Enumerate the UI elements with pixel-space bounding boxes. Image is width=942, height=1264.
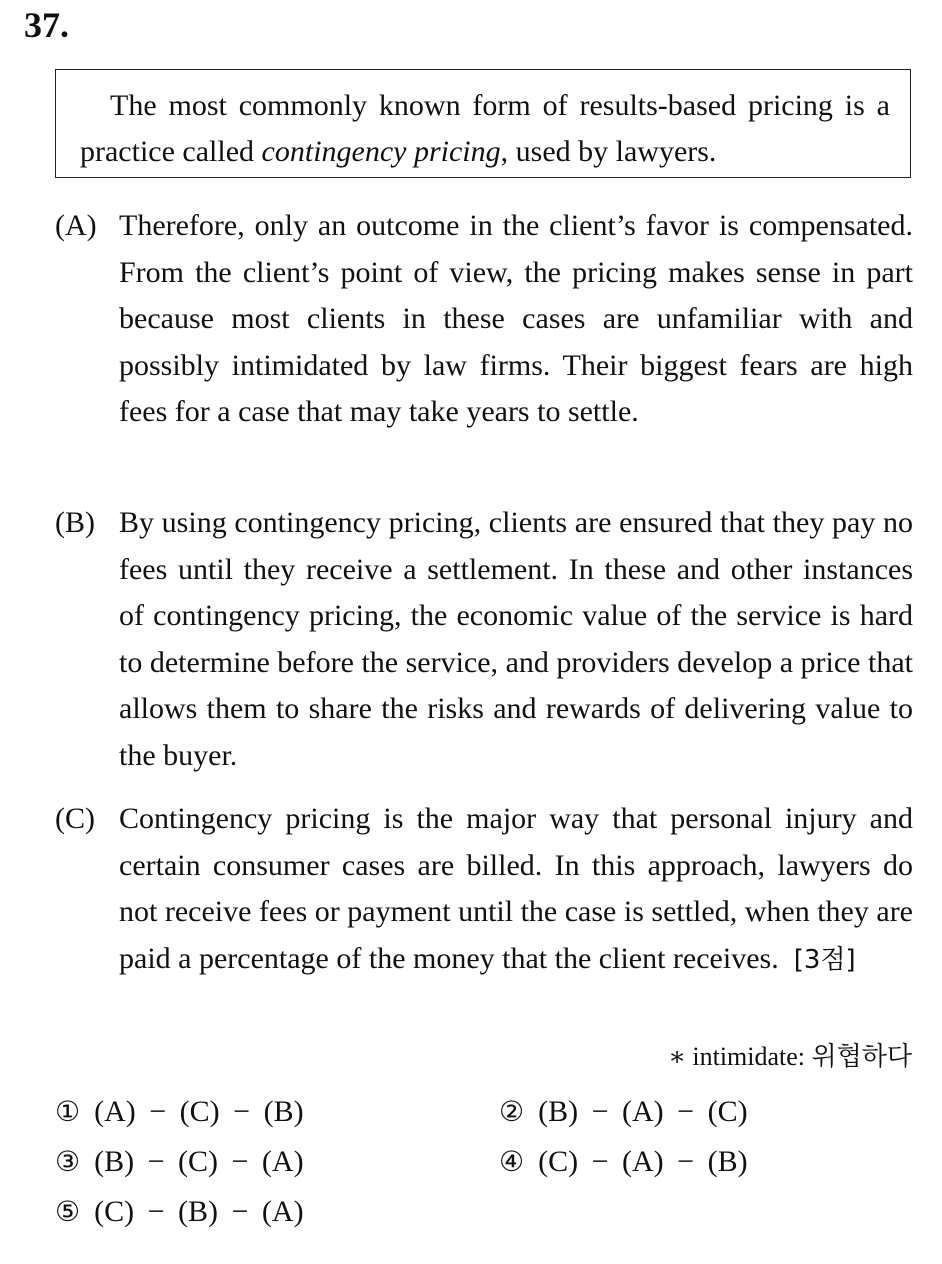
paragraph-a-text: Therefore, only an outcome in the client’s favor is compensated. From the client’s point of view, the pricing makes sense in part because most clients in these cases are unfamiliar with and possibly intimidated by law firms. Their biggest fears are high fees for a case that may take years to settle. [119, 209, 913, 428]
intro-italic-term: contingency pricing [261, 135, 501, 168]
choice-2[interactable] [499, 1095, 748, 1129]
choice-1[interactable] [55, 1095, 304, 1129]
choice-4-sequence: (C) − (A) − (B) [538, 1145, 748, 1178]
choice-2-number: ② [499, 1095, 525, 1128]
choice-5[interactable] [55, 1195, 304, 1229]
paragraph-c [55, 796, 913, 983]
paragraph-c-text: Contingency pricing is the major way that personal injury and certain consumer cases are billed. In this approach, lawyers do not receive fees or payment until the case is settled, when they are paid a percentage of the money that the client receives. [119, 802, 913, 975]
paragraph-a [55, 203, 913, 436]
choice-3-sequence: (B) − (C) − (A) [94, 1145, 304, 1178]
intro-text-before: The most commonly known form of results-based pricing is a practice called [80, 89, 890, 168]
choice-4[interactable] [499, 1145, 748, 1179]
choice-1-number: ① [55, 1095, 81, 1128]
choice-4-number: ④ [499, 1145, 525, 1178]
intro-box [55, 69, 911, 178]
paragraph-a-label: (A) [55, 209, 97, 242]
paragraph-b [55, 500, 913, 779]
choice-5-sequence: (C) − (B) − (A) [94, 1195, 304, 1228]
choice-3[interactable] [55, 1145, 304, 1179]
score-badge: [3점] [793, 944, 856, 975]
choice-5-number: ⑤ [55, 1195, 81, 1228]
choice-1-sequence: (A) − (C) − (B) [94, 1095, 304, 1128]
paragraph-c-body [119, 796, 913, 983]
choice-3-number: ③ [55, 1145, 81, 1178]
paragraph-b-text: By using contingency pricing, clients are ensured that they pay no fees until they receive a settlement. In these and other instances of contingency pricing, the economic value of the service is hard to determine before the service, and providers develop a price that allows them to share the risks and rewards of delivering value to the buyer. [119, 506, 913, 772]
question-number: 37. [24, 5, 69, 45]
paragraph-c-label: (C) [55, 802, 95, 835]
paragraph-b-label: (B) [55, 506, 95, 539]
intro-text-after: , used by lawyers. [500, 135, 717, 168]
footnote: ∗ intimidate: 위협하다 [668, 1042, 912, 1071]
choice-2-sequence: (B) − (A) − (C) [538, 1095, 748, 1128]
